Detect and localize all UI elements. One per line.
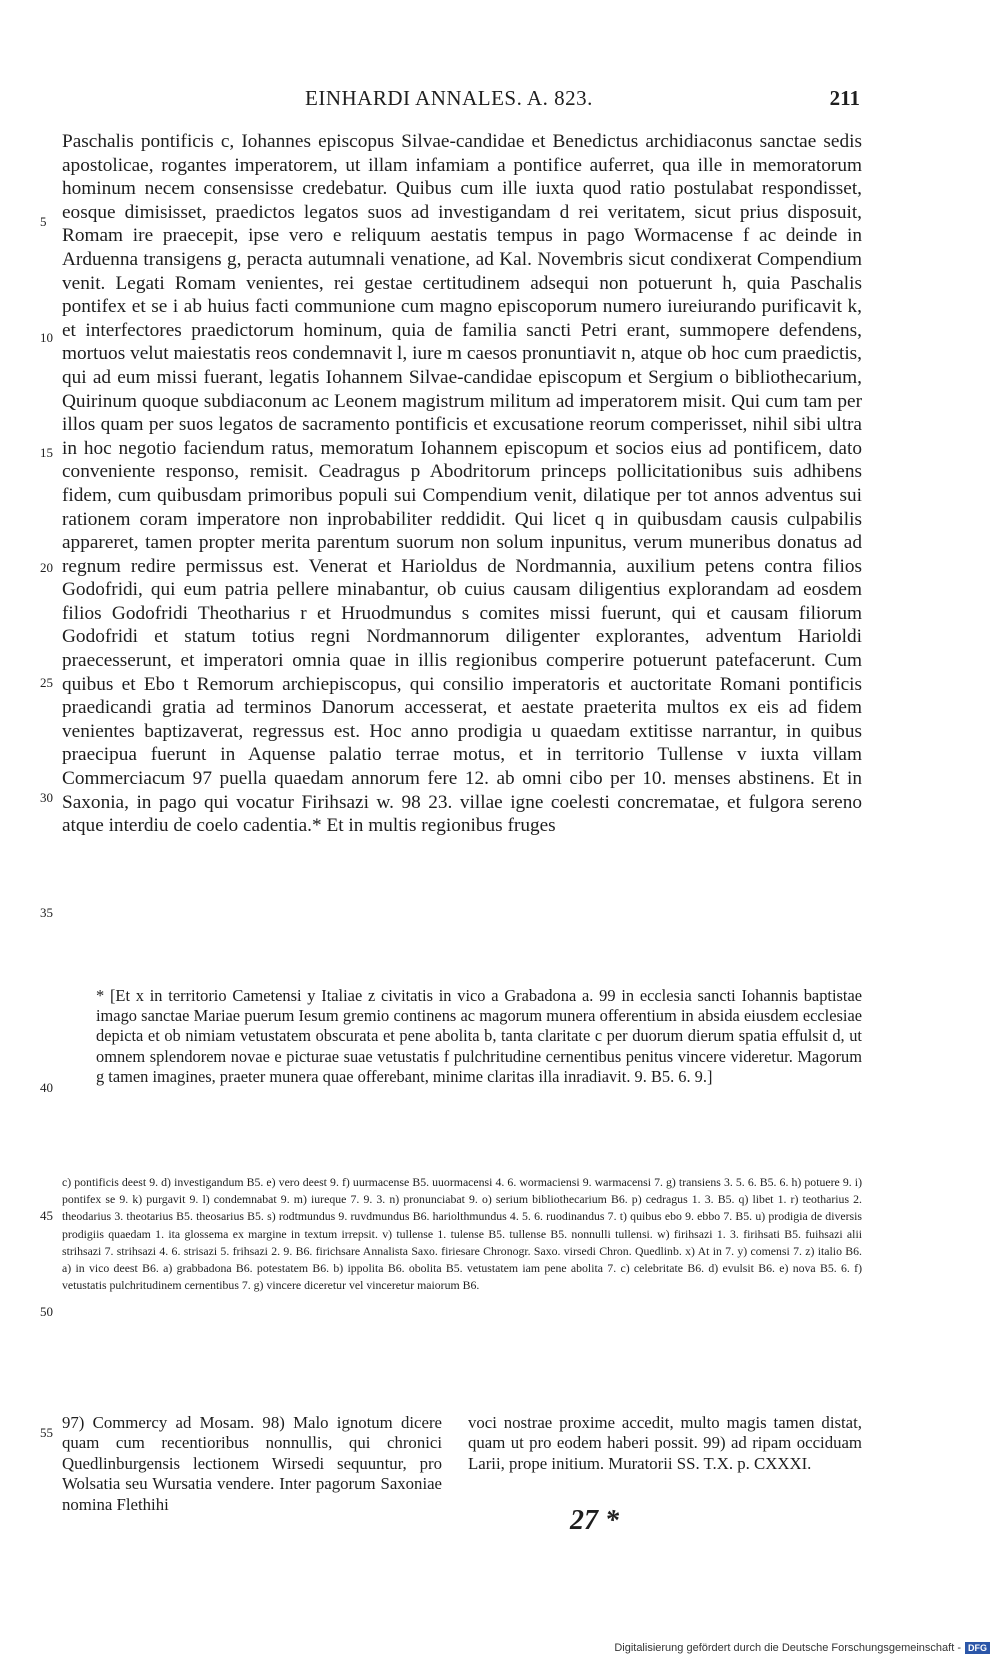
footer-text: Digitalisierung gefördert durch die Deutsche Forschungsgemeinschaft - (614, 1642, 961, 1654)
main-paragraph: Paschalis pontificis c, Iohannes episcopus Silvae-candidae et Benedictus archidiaconus sanctae sedis apostolicae, rogantes imperatorem, ut illam infamiam a pontifice auferret, qua ille in memoratorum hominum necem consensisse credebatur. Quibus cum ille iuxta quod ratio postulabat respondisset, eosque dimisisset, praedictos legatos suos ad investigandam d rei veritatem, sicut prius disposuit, Romam ire praecepit, ipse vero e reliquum aestatis tempus in pago Wormacense f ac deinde in Arduenna transigens g, peracta autumnali venatione, ad Kal. Novembris sicut condixerat Compendium venit. Legati Romam venientes, rei gestae certitudinem adsequi non potuerunt h, quia Paschalis pontifex et se i ab huius facti communione cum magno episcoporum numero iureiurando purificavit k, et interfectores praedictorum hominum, quia de familia sancti Petri erant, summopere defendens, mortuos velut maiestatis reos condemnavit l, iure m caesos pronuntiavit n, atque ob hoc cum praedictis, qui ad eum missi fuerant, legatis Iohannem Silvae-candidae episcopum et Sergium o bibliothecarium, Quirinum quoque subdiaconum ac Leonem magistrum militum ad imperatorem misit. Qui cum tam per illos quam per suos legatos de sacramento pontificis et excusatione reorum comperisset, nihil sibi ultra in hoc negotio faciendum ratus, memoratum Iohannem episcopum et socios eius ad pontificem, dato conveniente responso, remisit. Ceadragus p Abodritorum princeps pollicitationibus suis adhibens fidem, cum quibusdam primoribus populi sui Compendium venit, dilatique per tot annos adventus sui rationem coram imperatore non inprobabiliter reddidit. Qui licet q in quibusdam causis culpabilis appareret, tamen propter merita parentum suorum non solum inpunitus, verum muneribus donatus ad regnum redire permissus est. Venerat et Harioldus de Nordmannia, auxilium petens contra filios Godofridi, qui eum patria pellere minabantur, ob cuius causam diligentius explorandam ad eosdem filios Godofridi Theotharius r et Hruodmundus s comites missi fuerunt, qui et causam filiorum Godofridi et statum totius regni Nordmannorum diligenter explorantes, adventum Harioldi praecesserunt, et imperatori omnia quae in illis regionibus comperire potuerunt patefacerunt. Cum quibus et Ebo t Remorum archiepiscopus, qui consilio imperatoris et auctoritate Romani pontificis praedicandi gratia ad terminos Danorum accesserat, et aestate praeterita multos ex eis ad fidem venientes baptizaverat, regressus est. Hoc anno prodigia u quaedam extitisse narrantur, in quibus praecipua fuerunt in Aquense palatio terrae motus, et in territorio Tullense v iuxta villam Commerciacum 97 puella quaedam annorum fere 12. ab omni cibo per 10. menses abstinens. Et in Saxonia, in pago qui vocatur Firihsazi w. 98 23. villae igne coelesti concrematae, et fulgora sereno atque interdiu de coelo cadentia.* Et in multis regionibus fruges (62, 131, 862, 837)
editorial-notes-right: voci nostrae proxime accedit, multo magis tamen distat, quam ut pro eodem haberi possit. 99) ad ripam occiduam Larii, prope initium. Muratorii SS. T.X. p. CXXXI. (468, 1413, 862, 1473)
line-number: 15 (40, 445, 53, 460)
variant-readings: c) pontificis deest 9. d) investigandum B5. e) vero deest 9. f) uurmacense B5. uuormacensi 4. 6. wormaciensi 9. warmacensi 7. g) transiens 3. 5. 6. B5. 6. h) potuere 9. i) pontifex se 9. k) purgavit 9. l) condemnabat 9. m) iureque 7. 9. 3. n) pronunciabat 9. o) serium bibliothecarium B6. p) cedragus 1. 3. B5. q) libet 1. r) teotharius 2. theodarius 3. theotarius B5. theosarius B5. s) rodtmundus 9. ruvdmundus B6. hariolthmundus 4. 5. 6. ruodinandus 7. t) quibus ebo 9. ebbo 7. B5. u) prodigia de diversis prodigiis quaedam 1. ita glossema ex margine in textum irrepsit. v) tullense 1. tulense B5. tullense B5. nonnulli tullensi. w) firihsazi 1. 3. firihsati B5. fuihsazi alii strihsazi 7. strihsazi 4. 6. strisazi 5. frihsazi 2. 9. B6. firichsare Annalista Saxo. firiesare Chronogr. Saxo. virsedi Chron. Quedlinb. x) At in 7. y) comensi 7. z) italio B6. a) in vico deest B6. a) grabbadona B6. potestatem B6. b) ippolita B6. obolita B5. vetustatem iam pene abolita 7. c) celebritate B6. d) evulsit B6. e) nova B5. 6. f) vetustatis pulchritudinem cernentibus 7. g) vincere diceretur vel vinceretur maiorum B6. (62, 1175, 862, 1293)
line-number: 25 (40, 675, 53, 690)
main-text (62, 130, 862, 838)
page-number: 211 (829, 86, 860, 110)
line-number: 40 (40, 1080, 53, 1095)
digitization-footer (614, 1642, 990, 1654)
line-number: 50 (40, 1304, 53, 1319)
editorial-notes-left: 97) Commercy ad Mosam. 98) Malo ignotum dicere quam cum recentioribus nonnullis, qui chronici Quedlinburgensis lectionem Wirsedi sequuntur, pro Wolsatia seu Wursatia vendere. Inter pagorum Saxoniae nomina Flethihi (62, 1413, 442, 1514)
line-number: 45 (40, 1208, 53, 1223)
running-title: EINHARDI ANNALES. A. 823. (305, 86, 593, 110)
line-number: 55 (40, 1425, 53, 1440)
line-number: 10 (40, 330, 53, 345)
addition-note: * [Et x in territorio Cametensi y Italiae z civitatis in vico a Grabadona a. 99 in ecclesia sancti Iohannis baptistae imago sanctae Mariae puerum Iesum gremio continens ac magorum munera offerentium in absida eiusdem ecclesiae depicta et ob nimiam vetustatem obscurata et pene abolita b, tanta claritate c per duorum dierum spatia effulsit d, ut omnem splendorem novae e picturae suae vetustatis f pulchritudine cernentibus penitus vincere videretur. Magorum g tamen imagines, praeter munera quae offerebant, minime claritas illa inradiavit. 9. B5. 6. 9.] (96, 986, 862, 1086)
line-number: 20 (40, 560, 53, 575)
line-number: 30 (40, 790, 53, 805)
line-number: 5 (40, 214, 47, 229)
dfg-logo-icon: DFG (965, 1642, 990, 1654)
signature-mark: 27 * (570, 1505, 619, 1536)
line-number: 35 (40, 905, 53, 920)
